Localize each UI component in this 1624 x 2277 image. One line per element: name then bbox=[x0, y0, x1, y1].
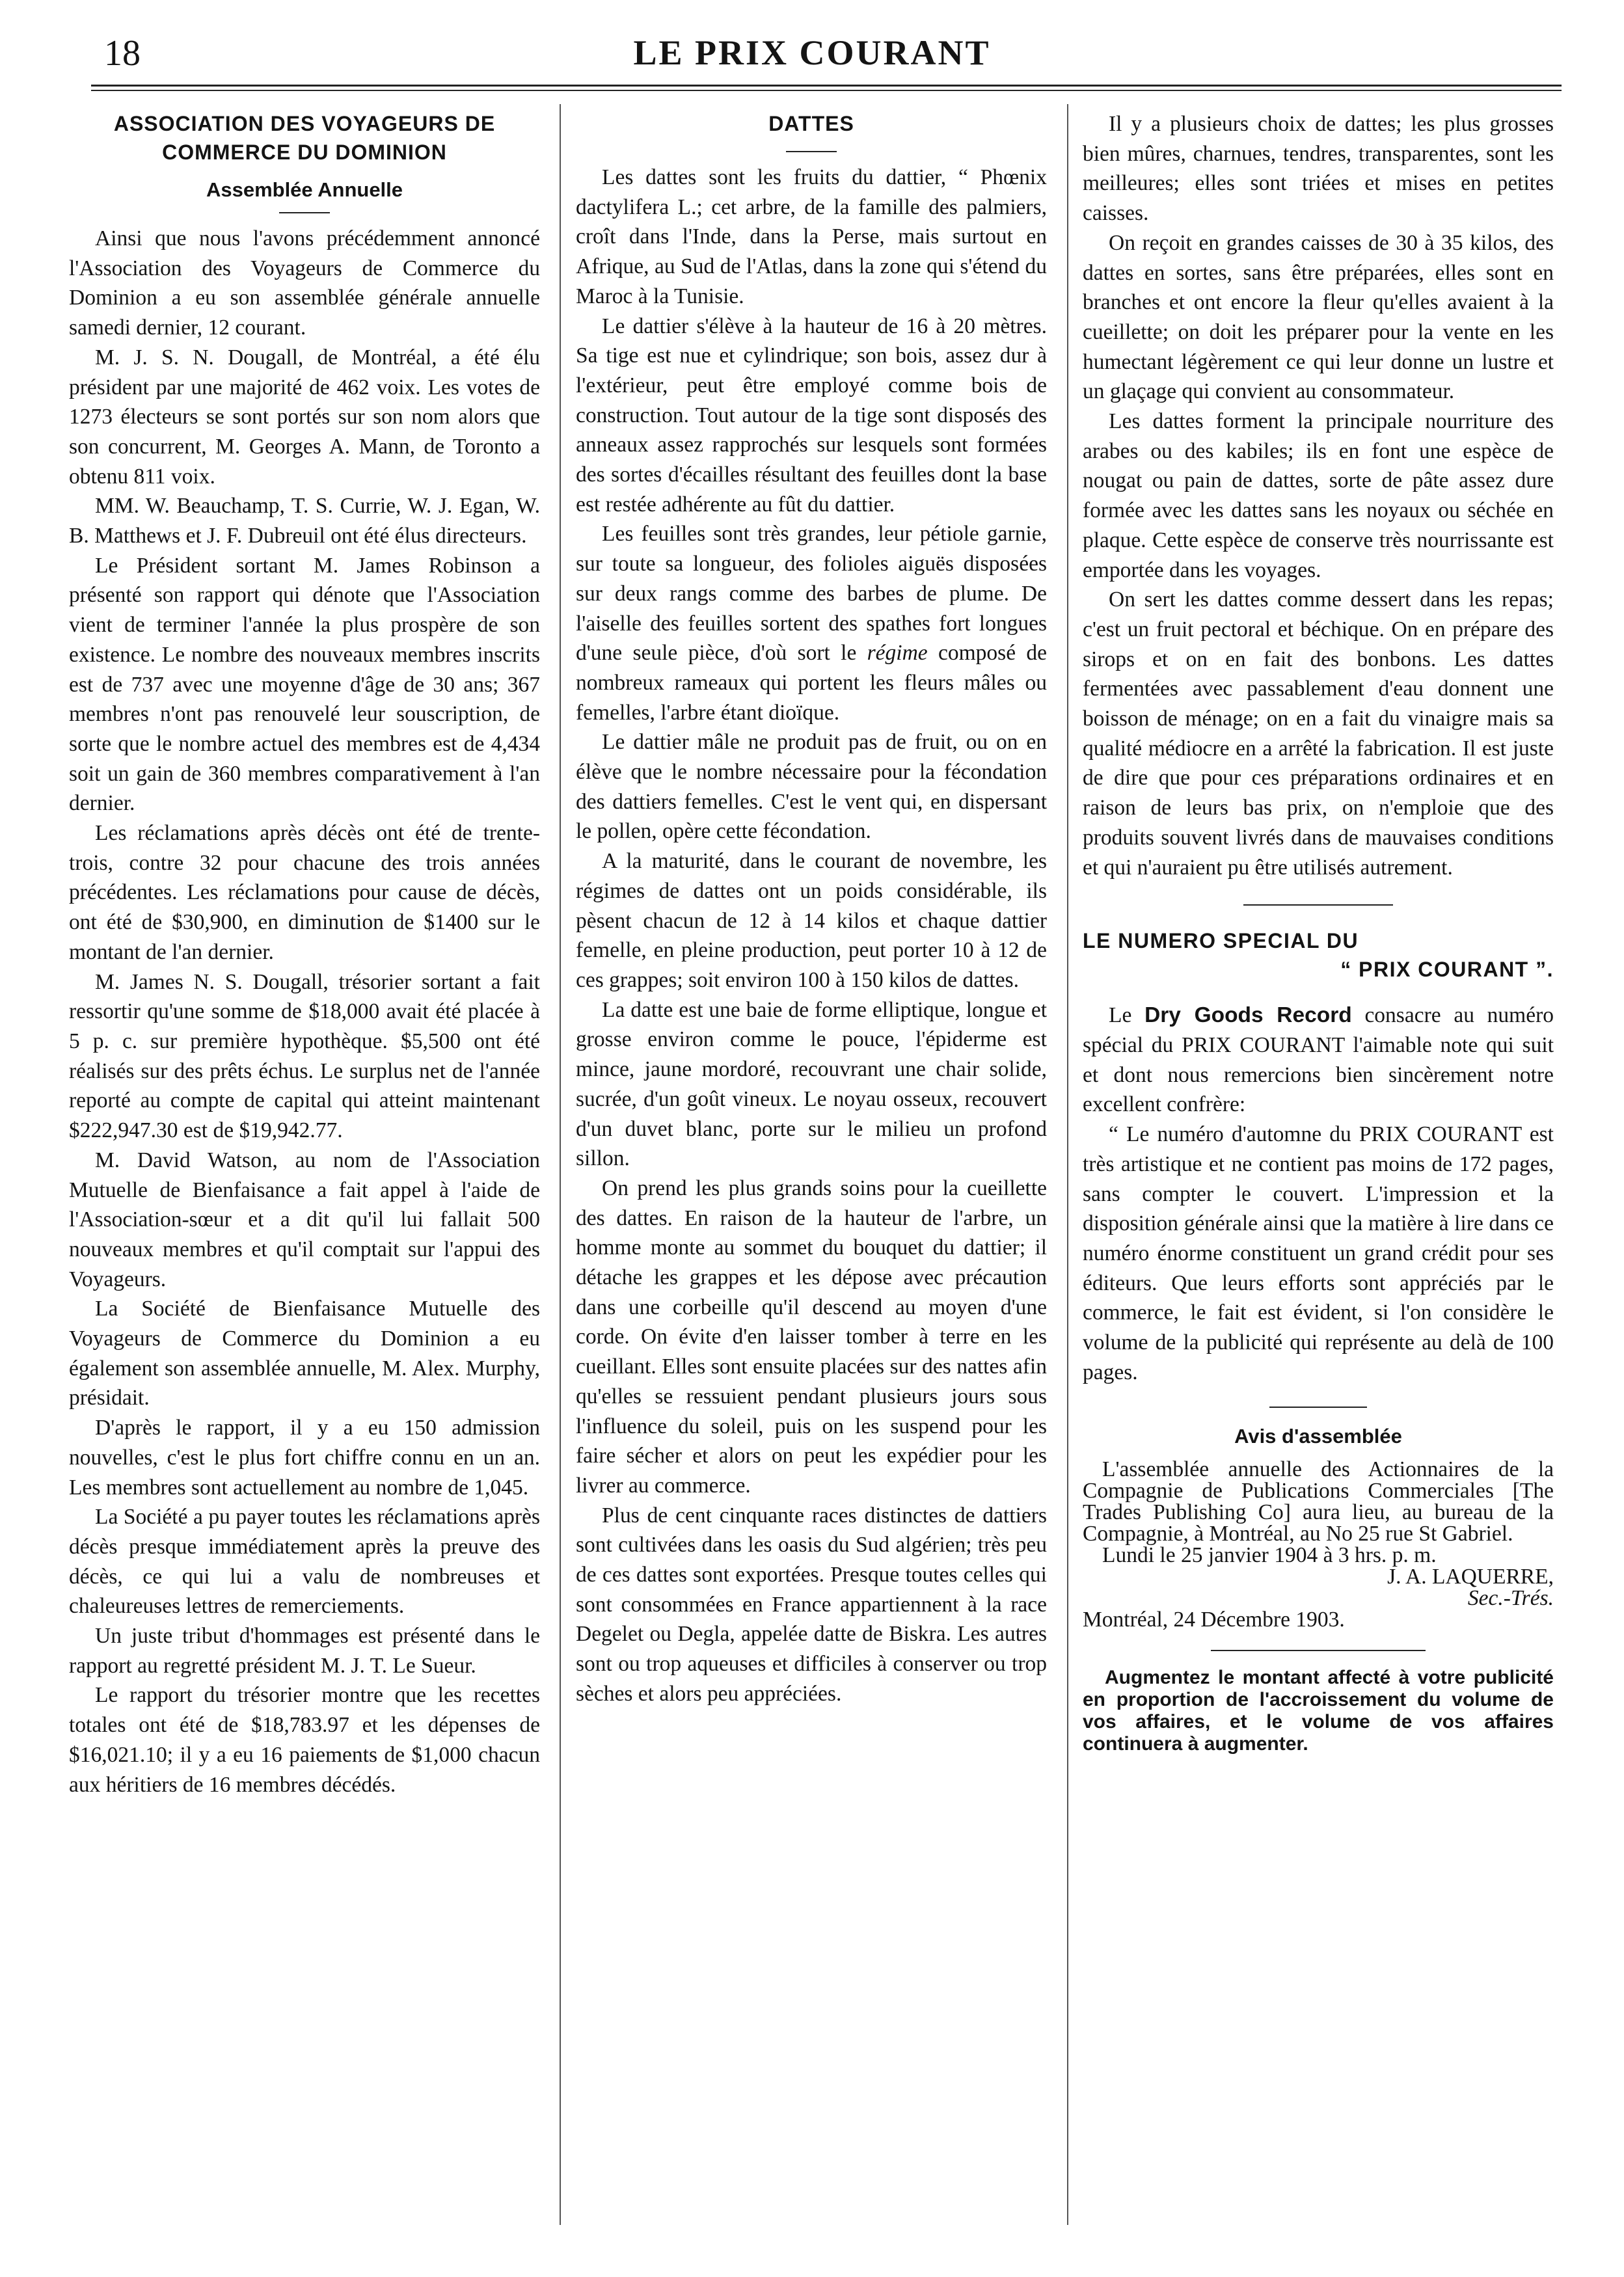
paragraph: D'après le rapport, il y a eu 150 admission nouvelles, c'est le plus fort chiffre connu en un an. Les membres sont actuellement au nombre de 1,045. bbox=[69, 1416, 540, 1500]
column-separator bbox=[1067, 104, 1068, 2225]
article-association bbox=[69, 109, 540, 1799]
paragraph: La Société de Bienfaisance Mutuelle des Voyageurs de Commerce du Dominion a eu également son assemblée annuelle, M. Alex. Murphy, présidait. bbox=[69, 1297, 540, 1410]
page-number: 18 bbox=[104, 33, 141, 74]
paragraph: Le rapport du trésorier montre que les recettes totales ont été de $18,783.97 et les dépenses de $16,021.10; il y a eu 16 paiements de $1,000 chacun aux héritiers de 16 membres décédés. bbox=[69, 1683, 540, 1797]
header-rule-secondary bbox=[91, 90, 1562, 91]
notice-place-date: Montréal, 24 Décembre 1903. bbox=[1083, 1608, 1345, 1632]
publication-name: Dry Goods Record bbox=[1144, 1003, 1352, 1028]
advertising-callout: Augmentez le montant affecté à votre publicité en proportion de l'accroissement du volume de vos affaires, et le volume de vos affaires continuera à augmenter. bbox=[1083, 1667, 1554, 1755]
paragraph: Ainsi que nous l'avons précédemment annoncé l'Association des Voyageurs de Commerce du Dominion a eu son assemblée générale annuelle samedi dernier, 12 courant. bbox=[69, 226, 540, 340]
special-issue-title: LE NUMERO SPECIAL DU bbox=[1083, 929, 1359, 953]
paragraph: MM. W. Beauchamp, T. S. Currie, W. J. Egan, W. B. Matthews et J. F. Dubreuil ont été élus directeurs. bbox=[69, 494, 540, 548]
signature-title: Sec.-Trés. bbox=[1467, 1586, 1554, 1611]
notice-text: L'assemblée annuelle des Actionnaires de la Compagnie de Publications Commerciales [The Trades Publishing Co] aura lieu, au bureau de la Compagnie, à Montréal, au No 25 rue St Gabriel. bbox=[1083, 1457, 1554, 1546]
paragraph: M. James N. S. Dougall, trésorier sortant a fait ressortir qu'une somme de $18,000 avait été placée à 5 p. c. sur première hypothèque. $5,500 ont été réalisés sur des prêts échus. Le surplus net de l'année reporté au compte de capital qui atteint maintenant $222,947.30 est de $19,942.77. bbox=[69, 969, 540, 1143]
paragraph: Le dattier mâle ne produit pas de fruit, ou on en élève que le nombre nécessaire pour la fécondation des dattiers femelles. C'est le vent qui, en dispersant le pollen, opère cette fécondation. bbox=[576, 730, 1047, 844]
paragraph: La Société a pu payer toutes les réclamations après décès presque immédiatement après la preuve des décès, ce qui lui a valu de nombreuses et chaleureuses lettres de remerciements. bbox=[69, 1505, 540, 1619]
masthead-title: LE PRIX COURANT bbox=[633, 33, 991, 72]
notice-title: Avis d'assemblée bbox=[1234, 1425, 1402, 1448]
article-dattes-continued bbox=[1083, 109, 1554, 1755]
special-issue-title-continued: “ PRIX COURANT ”. bbox=[1340, 958, 1554, 982]
article-subtitle: Assemblée Annuelle bbox=[206, 178, 403, 201]
text-run: consacre au numéro spécial du PRIX COURANT l'aimable note qui suit et dont nous remercions bien sincèrement notre excellent confrère: bbox=[1083, 1003, 1554, 1117]
special-issue-section bbox=[1083, 926, 1554, 1387]
paragraph: Le Président sortant M. James Robinson a présenté son rapport qui dénote que l'Association vient de terminer l'année la plus prospère de son existence. Le nombre des nouveaux membres inscrits est de 737 avec une moyenne d'âge de 30 ans; 367 membres n'ont pas renouvelé leur souscription, de sorte que le nombre actuel des membres est de 4,434 soit un gain de 360 membres comparativement à l'an dernier. bbox=[69, 553, 540, 816]
paragraph: La datte est une baie de forme elliptique, longue et grosse environ comme le pouce, l'épiderme est mince, jaune mordoré, recouvrant une chair solide, sucrée, d'un goût vineux. Le noyau osseux, recouvert d'un duvet blanc, porte sur le milieu un profond sillon. bbox=[576, 997, 1047, 1171]
text-run: Le bbox=[1109, 1003, 1132, 1028]
short-rule bbox=[786, 151, 837, 152]
paragraph: M. J. S. N. Dougall, de Montréal, a été élu président par une majorité de 462 voix. Les votes de 1273 électeurs se sont portés sur son nom alors que son concurrent, M. Georges A. Mann, de Toronto a obtenu 811 voix. bbox=[69, 345, 540, 489]
paragraph: M. David Watson, au nom de l'Association Mutuelle de Bienfaisance a fait appel à l'aide de l'Association-sœur et a dit qu'il lui fallait 500 nouveaux membres et qu'il comptait sur l'appui des Voyageurs. bbox=[69, 1148, 540, 1291]
section-divider bbox=[1269, 1407, 1367, 1408]
article-title: DATTES bbox=[768, 112, 854, 135]
article-title: ASSOCIATION DES VOYAGEURS DE COMMERCE DU DOMINION bbox=[113, 112, 496, 164]
article-dattes bbox=[576, 109, 1047, 1709]
section-divider bbox=[1211, 1650, 1426, 1651]
paragraph: Le dattier s'élève à la hauteur de 16 à 20 mètres. Sa tige est nue et cylindrique; son bois, assez dur à l'extérieur, peut être employé comme bois de construction. Tout autour de la tige sont disposés des anneaux assez rapprochés sur lesquels sont formées des sortes d'écailles résultant des feuilles dont la base est restée adhérente au fût du dattier. bbox=[576, 314, 1047, 517]
paragraph bbox=[576, 519, 1047, 727]
header-rule bbox=[91, 85, 1562, 87]
quoted-paragraph: “ Le numéro d'automne du PRIX COURANT est très artistique et ne contient pas moins de 172 pages, sans compter le couvert. L'impression et la disposition générale ainsi que la matière à lire dans ce numéro énorme constituent un grand crédit pour ses éditeurs. Que leurs efforts sont appréciés par le commerce, le fait est évident, si l'on considère le volume de la publicité qui représente au delà de 100 pages. bbox=[1083, 1122, 1554, 1384]
paragraph: On sert les dattes comme dessert dans les repas; c'est un fruit pectoral et béchique. On en prépare des sirops et on en fait des bonbons. Les dattes fermentées avec passablement d'eau donnent une boisson de ménage; on en a fait du vinaigre mais sa qualité médiocre en a arrêté la fabrication. Il est juste de dire que pour ces préparations ordinaires et en raison de leurs bas prix, on n'emploie que des produits souvent livrés dans de mauvaises conditions et qui n'auraient pu être utilisés autrement. bbox=[1083, 587, 1554, 880]
page-header bbox=[0, 0, 1624, 91]
paragraph: Plus de cent cinquante races distinctes de dattiers sont cultivées dans les oasis du Sud algérien; très peu de ces dattes sont exportées. Presque toutes celles qui sont consommées en France appartiennent à la race Degelet ou Degla, appelée datte de Biskra. Les autres sont ou trop aqueuses et difficiles à conserver ou trop sèches et alors peu appréciées. bbox=[576, 1503, 1047, 1706]
text-run: Les feuilles sont très grandes, leur pétiole garnie, sur toute sa longueur, des folioles aiguës disposées sur deux rangs comme des barbes de plume. De l'aiselle des feuilles sortent des spathes fort longues d'une seule pièce, d'où sort le bbox=[576, 522, 1047, 666]
paragraph: On prend les plus grands soins pour la cueillette des dattes. En raison de la hauteur de l'arbre, un homme monte au sommet du bouquet du dattier; il détache les grappes et les dépose avec précaution dans une corbeille qu'il descend au moyen d'une corde. On évite d'en laisser tomber à terre en les cueillant. Elles sont ensuite placées sur des nattes afin qu'elles se ressuient pendant plusieurs jours sous l'influence du soleil, puis on les suspend pour les faire sécher et alors on peut les expédier pour les livrer au commerce. bbox=[576, 1176, 1047, 1498]
column-separator bbox=[560, 104, 561, 2225]
paragraph: Les dattes forment la principale nourriture des arabes ou des kabiles; ils en font une espèce de nougat ou pain de dattes, sorte de pâte assez dure formée avec les dattes sans les noyaux ou séchée en plaque. Cette espèce de conserve très nourrissante est emportée dans les voyages. bbox=[1083, 409, 1554, 582]
paragraph: Un juste tribut d'hommages est présenté dans le rapport au regretté président M. J. T. Le Sueur. bbox=[69, 1624, 540, 1678]
paragraph: Il y a plusieurs choix de dattes; les plus grosses bien mûres, charnues, tendres, transparentes, sont les meilleures; elles sont triées et mises en petites caisses. bbox=[1083, 112, 1554, 226]
meeting-notice bbox=[1083, 1422, 1554, 1630]
text-run: composé de nombreux rameaux qui portent les fleurs mâles ou femelles, l'arbre étant dioïque. bbox=[576, 641, 1048, 725]
paragraph: Les dattes sont les fruits du dattier, “ Phœnix dactylifera L.; cet arbre, de la famille des palmiers, croît dans l'Inde, dans la Perse, mais surtout en Afrique, au Sud de l'Atlas, dans la zone qui s'étend du Maroc à la Tunisie. bbox=[576, 165, 1047, 308]
short-rule bbox=[279, 212, 330, 213]
paragraph bbox=[1083, 1001, 1554, 1120]
paragraph: Les réclamations après décès ont été de trente-trois, contre 32 pour chacune des trois années précédentes. Les réclamations pour cause de décès, ont été de $30,900, en diminution de $1400 sur le montant de l'an dernier. bbox=[69, 821, 540, 964]
paragraph: A la maturité, dans le courant de novembre, les régimes de dattes ont un poids considérable, ils pèsent chacun de 12 à 14 kilos et chaque dattier femelle, en pleine production, peut porter 10 à 12 de ces grappes; soit environ 100 à 150 kilos de dattes. bbox=[576, 849, 1047, 992]
emphasis-regime: régime bbox=[867, 641, 928, 666]
section-divider bbox=[1243, 904, 1393, 906]
paragraph: On reçoit en grandes caisses de 30 à 35 kilos, des dattes en sortes, sans être préparées, elles sont en branches et ont encore la fleur qu'elles avaient à la cueillette; on doit les préparer pour la vente en les humectant légèrement ce qui leur donne un lustre et un glaçage qui convient au consommateur. bbox=[1083, 230, 1554, 404]
notice-date-time: Lundi le 25 janvier 1904 à 3 hrs. p. m. bbox=[1102, 1543, 1437, 1568]
signature-name: J. A. LAQUERRE, bbox=[1387, 1565, 1554, 1589]
